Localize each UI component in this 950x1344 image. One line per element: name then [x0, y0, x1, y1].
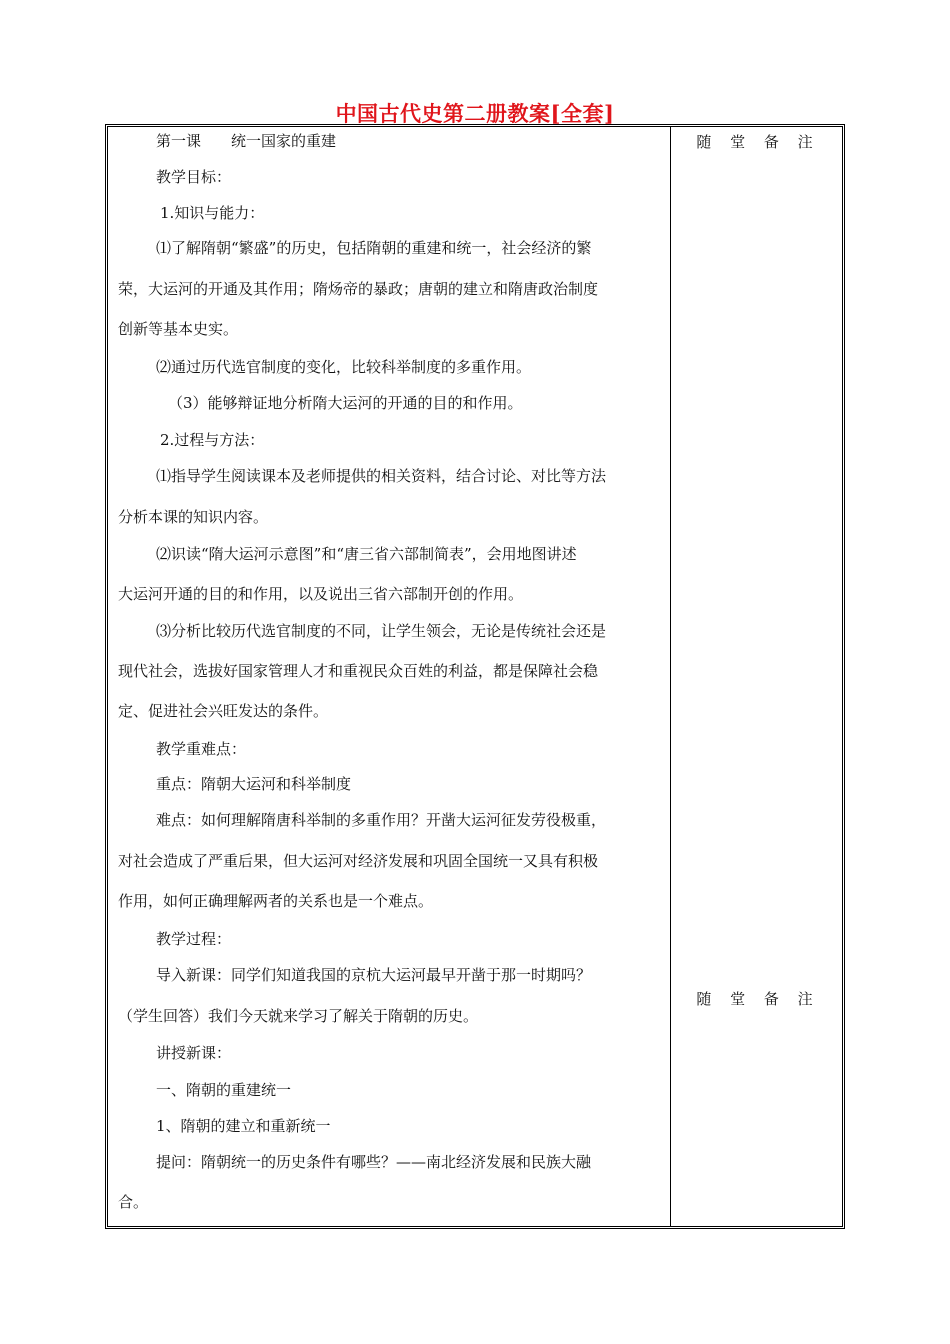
text-line: 提问：隋朝统一的历史条件有哪些？——南北经济发展和民族大融 [156, 1153, 592, 1171]
text-line: ⑵识读“隋大运河示意图”和“唐三省六部制简表”，会用地图讲述 [156, 545, 577, 563]
text-line: 重点：隋朝大运河和科举制度 [156, 775, 352, 793]
text-line: 教学目标： [156, 168, 232, 186]
text-line: 荣，大运河的开通及其作用；隋炀帝的暴政；唐朝的建立和隋唐政治制度 [118, 280, 599, 298]
text-line: 分析本课的知识内容。 [118, 508, 269, 526]
notes-header: 随 堂 备 注 [696, 133, 820, 151]
text-line: 第一课 统一国家的重建 [156, 132, 337, 150]
text-line: 一、隋朝的重建统一 [156, 1081, 292, 1099]
document-title: 中国古代史第二册教案[全套] [335, 101, 615, 126]
text-line: 对社会造成了严重后果，但大运河对经济发展和巩固全国统一又具有积极 [118, 852, 599, 870]
column-divider [670, 126, 671, 1227]
text-line: ⑶分析比较历代选官制度的不同，让学生领会，无论是传统社会还是 [156, 622, 607, 640]
text-line: 2.过程与方法： [160, 431, 265, 449]
text-line: 作用，如何正确理解两者的关系也是一个难点。 [118, 892, 434, 910]
text-line: 定、促进社会兴旺发达的条件。 [118, 702, 329, 720]
text-line: ⑵通过历代选官制度的变化，比较科举制度的多重作用。 [156, 358, 532, 376]
text-line: 教学重难点： [156, 740, 247, 758]
text-line: （3）能够辩证地分析隋大运河的开通的目的和作用。 [168, 394, 523, 412]
text-line: 合。 [118, 1193, 149, 1211]
notes-label: 随 堂 备 注 [696, 990, 820, 1008]
text-line: （学生回答）我们今天就来学习了解关于隋朝的历史。 [118, 1007, 479, 1025]
text-line: 难点：如何理解隋唐科举制的多重作用？开凿大运河征发劳役极重， [156, 811, 607, 829]
text-line: 1、隋朝的建立和重新统一 [156, 1117, 331, 1135]
text-line: 大运河开通的目的和作用，以及说出三省六部制开创的作用。 [118, 585, 524, 603]
text-line: 教学过程： [156, 930, 232, 948]
text-line: 讲授新课： [156, 1044, 232, 1062]
text-line: 现代社会，选拔好国家管理人才和重视民众百姓的利益，都是保障社会稳 [118, 662, 599, 680]
text-line: ⑴指导学生阅读课本及老师提供的相关资料，结合讨论、对比等方法 [156, 467, 607, 485]
text-line: 1.知识与能力： [160, 204, 265, 222]
text-line: 创新等基本史实。 [118, 320, 239, 338]
text-line: ⑴了解隋朝“繁盛”的历史，包括隋朝的重建和统一，社会经济的繁 [156, 239, 592, 257]
text-line: 导入新课：同学们知道我国的京杭大运河最早开凿于那一时期吗？ [156, 966, 592, 984]
